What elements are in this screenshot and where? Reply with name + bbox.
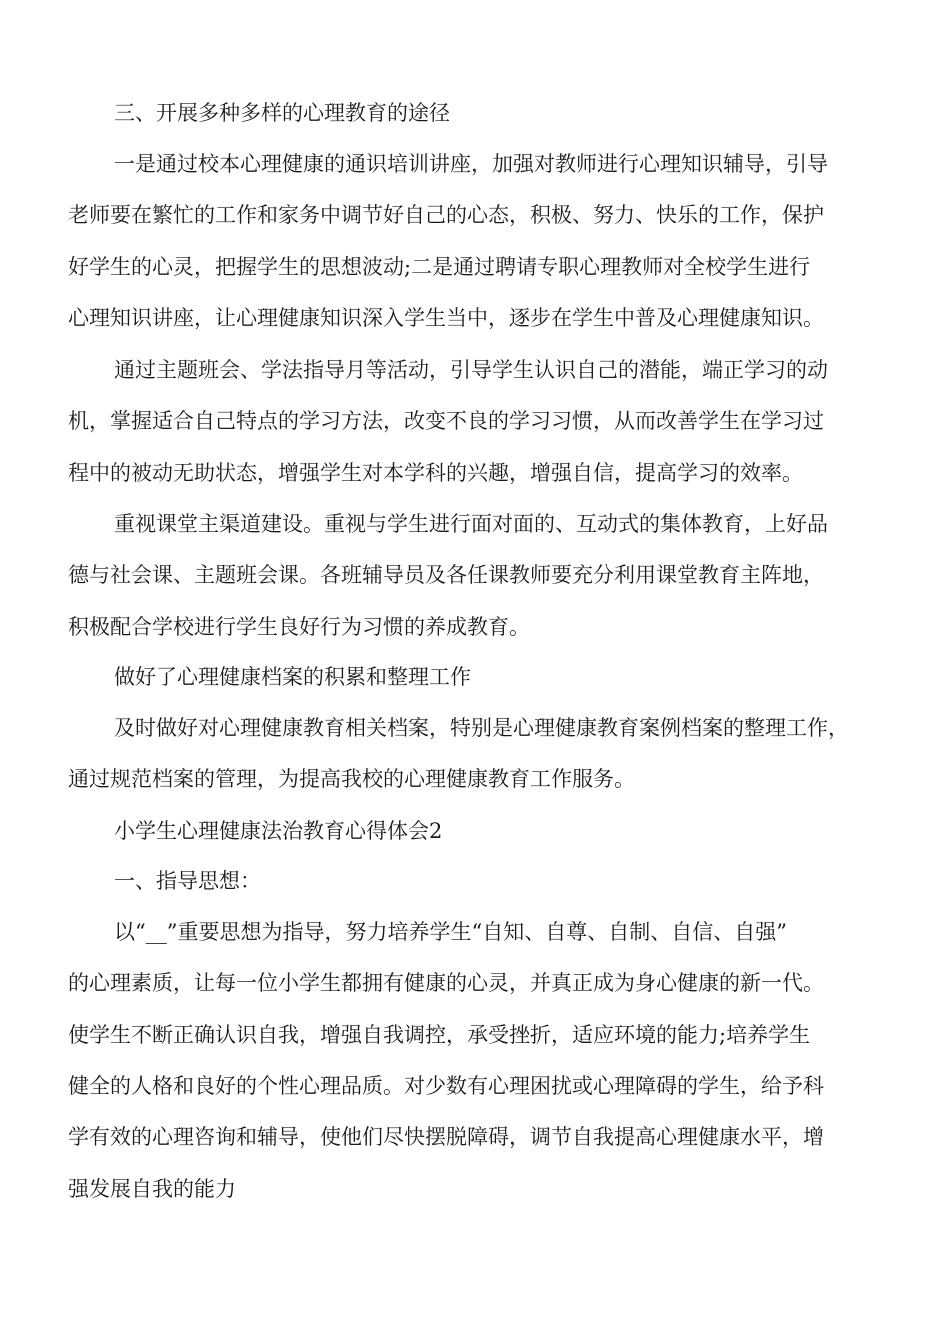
text-line: 一是通过校本心理健康的通识培训讲座，加强对教师进行心理知识辅导，引导 bbox=[114, 152, 828, 176]
heading-text: 做好了心理健康档案的积累和整理工作 bbox=[114, 665, 471, 689]
text-line: 程中的被动无助状态，增强学生对本学科的兴趣，增强自信，提高学习的效率。 bbox=[68, 461, 803, 485]
text-line: 及时做好对心理健康教育相关档案，特别是心理健康教育案例档案的整理工作， bbox=[114, 716, 849, 740]
title-text: 小学生心理健康法治教育心得体会2 bbox=[114, 819, 443, 843]
text-line: 心理知识讲座，让心理健康知识深入学生当中，逐步在学生中普及心理健康知识。 bbox=[68, 306, 824, 330]
text-line: 的心理素质，让每一位小学生都拥有健康的心灵，并真正成为身心健康的新一代。 bbox=[68, 971, 824, 995]
text-line: 积极配合学校进行学生良好行为习惯的养成教育。 bbox=[68, 615, 530, 639]
text-line: 以“__”重要思想为指导，努力培养学生“自知、自尊、自制、自信、自强” bbox=[114, 920, 787, 944]
text-line: 老师要在繁忙的工作和家务中调节好自己的心态，积极、努力、快乐的工作，保护 bbox=[68, 203, 824, 227]
heading-text: 三、开展多种多样的心理教育的途径 bbox=[114, 101, 450, 125]
text-line: 通过规范档案的管理，为提高我校的心理健康教育工作服务。 bbox=[68, 767, 635, 791]
text-line: 重视课堂主渠道建设。重视与学生进行面对面的、互动式的集体教育，上好品 bbox=[114, 512, 828, 536]
text-line: 使学生不断正确认识自我，增强自我调控，承受挫折，适应环境的能力;培养学生 bbox=[68, 1023, 811, 1047]
text-line: 健全的人格和良好的个性心理品质。对少数有心理困扰或心理障碍的学生，给予科 bbox=[68, 1074, 824, 1098]
text-line: 好学生的心灵，把握学生的思想波动;二是通过聘请专职心理教师对全校学生进行 bbox=[68, 255, 811, 279]
text-line: 强发展自我的能力 bbox=[68, 1177, 236, 1201]
text-line: 通过主题班会、学法指导月等活动，引导学生认识自己的潜能，端正学习的动 bbox=[114, 358, 828, 382]
text-line: 学有效的心理咨询和辅导，使他们尽快摆脱障碍，调节自我提高心理健康水平，增 bbox=[68, 1125, 824, 1149]
heading-text: 一、指导思想： bbox=[114, 869, 261, 893]
text-line: 机，掌握适合自己特点的学习方法，改变不良的学习习惯，从而改善学生在学习过 bbox=[68, 409, 824, 433]
text-line: 德与社会课、主题班会课。各班辅导员及各任课教师要充分利用课堂教育主阵地， bbox=[68, 563, 824, 587]
